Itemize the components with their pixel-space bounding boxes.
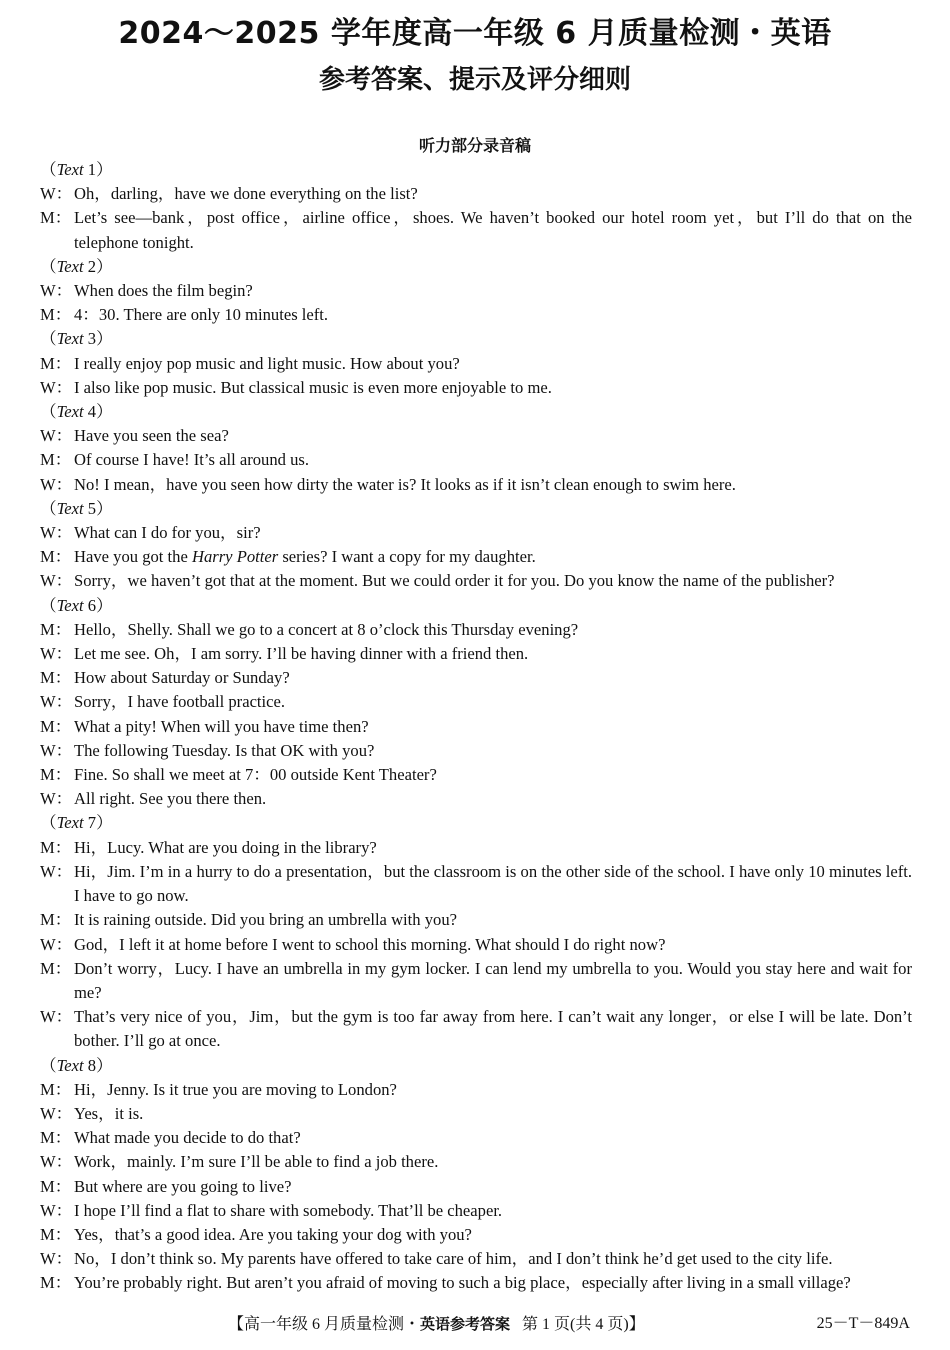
speaker-label: M： [40,305,72,325]
text-label [40,400,912,424]
text-label-open: （ [40,595,57,615]
dialogue-line [40,545,912,569]
dialogue-text: What made you decide to do that? [74,1128,301,1148]
dialogue-line [40,1005,912,1053]
dialogue-line [40,836,912,860]
text-label-number: 1） [83,160,113,179]
dialogue-text: Have you seen the sea? [74,426,229,446]
text-label-open: （ [40,329,57,349]
book-title: Harry Potter [191,547,279,567]
speaker-label: W： [40,426,73,446]
footer-exam: 高一年级 6 月质量检测・ [244,1316,421,1333]
text-label-word: Text [56,256,84,276]
speaker-label: W： [40,1152,73,1172]
dialogue-line [40,424,912,448]
speaker-label: M： [40,1176,72,1196]
text-label [40,158,912,182]
dialogue-text: Don’t worry，Lucy. I have an umbrella in my gym locker. I can lend my umbrella to you. Would you stay here and wait for me? [74,958,912,1002]
dialogue-text: Yes，it is. [74,1103,144,1123]
speaker-label: W： [40,1103,73,1123]
speaker-label: W： [40,184,73,204]
page-footer [0,1310,950,1338]
footer-answer-label: 英语参考答案 [420,1315,511,1333]
speaker-label: M： [40,619,72,639]
text-label-number: 3） [83,329,113,349]
speaker-label: W： [40,934,73,954]
text-label [40,1054,912,1078]
dialogue-text: How about Saturday or Sunday? [74,668,290,688]
speaker-label: M： [40,1079,72,1099]
dialogue-line [40,1126,912,1150]
text-label-word: Text [56,813,84,833]
dialogue-line [40,303,912,327]
text-label [40,327,912,351]
text-label-number: 8） [83,1055,113,1075]
dialogue-line [40,352,912,376]
speaker-label: M： [40,716,72,736]
dialogue-text: It is raining outside. Did you bring an umbrella with you? [74,910,457,930]
dialogue-text: But where are you going to live? [74,1176,292,1196]
section-heading: 听力部分录音稿 [418,136,531,155]
dialogue-line [40,521,912,545]
dialogue-line [40,1199,912,1223]
speaker-label: W： [40,1249,73,1269]
dialogue-line [40,739,912,763]
text-label-number: 4） [83,402,113,422]
dialogue-line [40,1150,912,1174]
dialogue-text: Work，mainly. I’m sure I’ll be able to find a job there. [74,1152,439,1172]
dialogue-line [40,1247,912,1271]
dialogue-line [40,279,912,303]
text-label-word: Text [56,402,84,422]
dialogue-text: That’s very nice of you，Jim，but the gym is too far away from here. I can’t wait any longer，or else I will be late. Don’t bother. I’ll go at once. [74,1007,912,1051]
text-label [40,811,912,835]
dialogue-line [40,1271,912,1295]
dialogue-text: Of course I have! It’s all around us. [74,450,310,470]
text-label [40,497,912,521]
dialogue-line [40,908,912,932]
dialogue-text: Hi，Jenny. Is it true you are moving to London? [74,1079,397,1099]
speaker-label: W： [40,692,73,712]
speaker-label: M： [40,1128,72,1148]
dialogue-text: All right. See you there then. [74,789,267,809]
text-label-word: Text [56,329,84,349]
speaker-label: W： [40,523,73,543]
text-label-number: 7） [83,813,113,833]
dialogue-text: What a pity! When will you have time then? [74,716,369,736]
dialogue-line [40,569,912,593]
speaker-label: M： [40,765,72,785]
dialogue-text: No，I don’t think so. My parents have offered to take care of him，and I don’t think he’d get used to the city life. [74,1249,833,1269]
dialogue-line [40,1078,912,1102]
dialogue-line [40,642,912,666]
page-title: 2024～2025 学年度高一年级 6 月质量检测・英语 [118,16,832,51]
dialogue-text: I also like pop music. But classical music is even more enjoyable to me. [74,377,552,397]
dialogue-text: Hi，Lucy. What are you doing in the library? [74,837,377,857]
dialogue-line [40,1102,912,1126]
speaker-label: W： [40,861,73,881]
dialogue-line [40,690,912,714]
speaker-label: W： [40,571,73,591]
speaker-label: W： [40,474,73,494]
text-label [40,255,912,279]
dialogue-text: The following Tuesday. Is that OK with you? [74,740,375,760]
dialogue-line [40,715,912,739]
speaker-label: W： [40,1200,73,1220]
text-label [40,594,912,618]
dialogue-text: Fine. So shall we meet at 7：00 outside Kent Theater? [74,765,437,785]
dialogue-text: What can I do for you，sir? [74,523,261,543]
text-label-number: 2） [83,256,113,276]
dialogue-line [40,957,912,1005]
listening-transcript [40,158,912,1296]
text-label-open: （ [40,1055,57,1075]
speaker-label: W： [40,740,73,760]
speaker-label: M： [40,1273,72,1293]
dialogue-line [40,473,912,497]
speaker-label: W： [40,644,73,664]
dialogue-text: When does the film begin? [74,281,253,301]
dialogue-line [40,933,912,957]
dialogue-text: Hello，Shelly. Shall we go to a concert at 8 o’clock this Thursday evening? [74,619,579,639]
footer-caption [228,1310,645,1339]
footer-close-bracket: 】 [628,1316,645,1333]
dialogue-line [40,376,912,400]
dialogue-line [40,618,912,642]
page-subtitle: 参考答案、提示及评分细则 [318,65,631,95]
text-label-word: Text [56,498,84,518]
text-label-open: （ [40,402,57,422]
dialogue-text: Hi，Jim. I’m in a hurry to do a presentation，but the classroom is on the other side of the school. I have only 10 minutes left. I have to go now. [74,861,912,906]
text-label-word: Text [56,595,84,615]
speaker-label: W： [40,377,73,397]
speaker-label: M： [40,668,72,688]
dialogue-text: Yes，that’s a good idea. Are you taking your dog with you? [74,1224,472,1244]
text-label-number: 5） [83,498,113,518]
dialogue-text: No! I mean，have you seen how dirty the water is? It looks as if it isn’t clean enough to swim here. [74,474,736,494]
dialogue-text: Sorry，I have football practice. [74,692,286,712]
dialogue-text: Sorry，we haven’t got that at the moment. But we could order it for you. Do you know the name of the publisher? [74,571,835,591]
speaker-label: W： [40,1007,73,1027]
dialogue-text: Let’s see—bank，post office，airline office，shoes. We haven’t booked our hotel room yet，but I’ll do that on the telephone tonight. [74,208,912,252]
speaker-label: W： [40,281,73,301]
text-label-open: （ [40,256,57,276]
footer-page-info: 第 1 页(共 4 页) [522,1316,629,1333]
dialogue-line [40,860,912,908]
text-label-number: 6） [83,595,113,615]
speaker-label: M： [40,353,72,373]
speaker-label: M： [40,450,72,470]
dialogue-line [40,1175,912,1199]
dialogue-text: You’re probably right. But aren’t you afraid of moving to such a big place，especially after living in a small village? [74,1273,851,1293]
dialogue-line [40,448,912,472]
footer-open-bracket: 【 [228,1316,245,1333]
text-label-word: Text [56,160,84,179]
speaker-label: M： [40,1224,72,1244]
speaker-label: M： [40,547,72,567]
dialogue-text: 4：30. There are only 10 minutes left. [74,305,329,325]
text-label-open: （ [40,498,57,518]
text-label-open: （ [40,813,57,833]
dialogue-text: Have you got the Harry Potter series? I want a copy for my daughter. [74,547,536,567]
speaker-label: M： [40,958,72,978]
dialogue-text: I really enjoy pop music and light music. How about you? [74,353,460,373]
dialogue-text: Let me see. Oh，I am sorry. I’ll be having dinner with a friend then. [74,644,529,664]
dialogue-text: God，I left it at home before I went to school this morning. What should I do right now? [74,934,666,954]
text-label-word: Text [56,1055,84,1075]
dialogue-text: I hope I’ll find a flat to share with somebody. That’ll be cheaper. [74,1200,503,1220]
dialogue-line [40,1223,912,1247]
speaker-label: M： [40,837,72,857]
dialogue-line [40,787,912,811]
dialogue-line [40,182,912,206]
dialogue-line [40,666,912,690]
footer-code: 25－T－849A [816,1315,910,1332]
text-label-open: （ [40,160,57,179]
speaker-label: W： [40,789,73,809]
dialogue-line [40,763,912,787]
speaker-label: M： [40,208,72,228]
dialogue-text: Oh，darling，have we done everything on the list? [74,184,418,204]
speaker-label: M： [40,910,72,930]
dialogue-line [40,206,912,254]
